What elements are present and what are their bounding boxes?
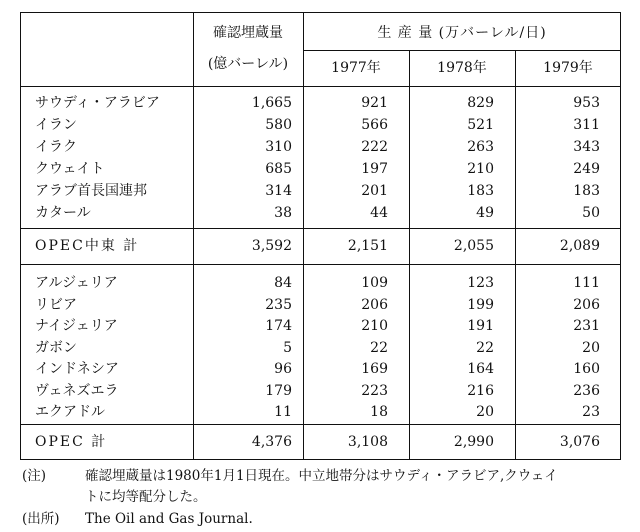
column-divider <box>409 50 410 459</box>
production-1978-cell: 263 <box>467 139 494 155</box>
production-1978-cell: 521 <box>467 117 494 133</box>
production-1978-cell: 123 <box>467 275 494 291</box>
production-1979-cell: 2,089 <box>559 238 600 254</box>
reserves-cell: 310 <box>265 139 292 155</box>
reserves-cell: 174 <box>265 318 292 334</box>
production-1977-cell: 109 <box>361 275 388 291</box>
production-1978-cell: 191 <box>467 318 494 334</box>
production-1978-cell: 2,990 <box>453 434 494 450</box>
source-label: (出所) <box>22 511 60 527</box>
summary-row-label: OPEC 計 <box>35 434 108 450</box>
reserves-cell: 5 <box>283 339 292 356</box>
country-name: イラク <box>35 139 77 155</box>
column-divider <box>515 50 516 459</box>
production-1978-cell: 216 <box>467 382 494 399</box>
production-1978-cell: 22 <box>476 339 494 356</box>
production-1978-cell: 2,055 <box>453 238 494 254</box>
production-1977-cell: 201 <box>361 183 388 199</box>
reserves-cell: 580 <box>265 117 292 133</box>
row-divider <box>21 264 620 265</box>
column-divider <box>303 13 304 459</box>
column-divider <box>193 13 194 459</box>
production-1978-cell: 199 <box>467 296 494 313</box>
production-1979-cell: 160 <box>573 361 600 377</box>
reserves-header: 確認埋蔵量 <box>213 25 283 41</box>
production-1979-cell: 183 <box>573 183 600 199</box>
production-1979-cell: 50 <box>582 205 600 221</box>
production-1977-cell: 197 <box>361 161 388 177</box>
reserves-cell: 96 <box>274 361 292 377</box>
country-name: カタール <box>35 205 91 221</box>
country-name: クウェイト <box>35 161 105 177</box>
production-1978-cell: 164 <box>467 361 494 377</box>
production-1978-cell: 49 <box>476 205 494 221</box>
reserves-unit: (億バーレル) <box>207 56 289 72</box>
year-1979-header: 1979年 <box>543 60 593 76</box>
production-1979-cell: 3,076 <box>559 434 600 450</box>
production-1979-cell: 311 <box>573 117 600 133</box>
production-1978-cell: 20 <box>476 404 494 420</box>
note-text-line2: トに均等配分した。 <box>85 489 207 505</box>
reserves-cell: 3,592 <box>251 238 292 254</box>
opec-table <box>20 12 621 460</box>
country-name: ガボン <box>35 339 77 356</box>
production-1979-cell: 206 <box>573 296 600 313</box>
production-1979-cell: 953 <box>573 95 600 111</box>
country-name: アラブ首長国連邦 <box>35 183 147 199</box>
reserves-cell: 4,376 <box>251 434 292 450</box>
country-name: イラン <box>35 117 77 133</box>
country-name: アルジェリア <box>35 275 118 291</box>
year-1977-header: 1977年 <box>331 60 381 76</box>
country-name: サウディ・アラビア <box>35 95 160 111</box>
reserves-cell: 38 <box>274 205 292 221</box>
reserves-cell: 179 <box>265 382 292 399</box>
production-1979-cell: 111 <box>573 275 600 291</box>
country-name: インドネシア <box>35 361 119 377</box>
production-1979-cell: 249 <box>573 161 600 177</box>
production-header: 生 産 量 (万バーレル/日) <box>377 25 547 41</box>
reserves-cell: 1,665 <box>251 95 292 111</box>
production-1978-cell: 183 <box>467 183 494 199</box>
source-text: The Oil and Gas Journal. <box>85 511 253 527</box>
production-1978-cell: 210 <box>467 161 494 177</box>
country-name: エクアドル <box>35 404 105 420</box>
production-1979-cell: 20 <box>582 339 600 356</box>
summary-row-label: OPEC中東 計 <box>35 238 140 254</box>
production-1979-cell: 343 <box>573 139 600 155</box>
country-name: ナイジェリア <box>35 318 118 334</box>
production-1977-cell: 169 <box>361 361 388 377</box>
production-1979-cell: 231 <box>573 318 600 334</box>
production-1979-cell: 236 <box>573 382 600 399</box>
country-name: リビア <box>35 296 77 313</box>
reserves-cell: 314 <box>265 183 292 199</box>
reserves-cell: 685 <box>265 161 292 177</box>
row-divider <box>21 424 620 425</box>
reserves-cell: 84 <box>274 275 292 291</box>
production-1977-cell: 210 <box>361 318 388 334</box>
reserves-cell: 235 <box>265 296 292 313</box>
production-1977-cell: 44 <box>370 205 388 221</box>
production-1977-cell: 223 <box>361 382 388 399</box>
production-1977-cell: 222 <box>361 139 388 155</box>
production-1977-cell: 2,151 <box>347 238 388 254</box>
production-1977-cell: 566 <box>361 117 388 133</box>
production-1977-cell: 921 <box>361 95 388 111</box>
row-divider <box>21 228 620 229</box>
note-text-line1: 確認埋蔵量は1980年1月1日現在。中立地帯分はサウディ・アラビア,クウェイ <box>85 468 558 484</box>
year-1978-header: 1978年 <box>437 60 487 76</box>
production-1977-cell: 3,108 <box>347 434 388 450</box>
note-label: (注) <box>22 468 47 484</box>
production-1979-cell: 23 <box>582 404 600 420</box>
production-1977-cell: 18 <box>370 404 388 420</box>
row-divider <box>21 86 620 87</box>
production-1978-cell: 829 <box>467 95 494 111</box>
country-name: ヴェネズエラ <box>35 382 119 399</box>
row-divider <box>303 50 620 51</box>
production-1977-cell: 22 <box>370 339 388 356</box>
reserves-cell: 11 <box>274 404 292 420</box>
production-1977-cell: 206 <box>361 296 388 313</box>
